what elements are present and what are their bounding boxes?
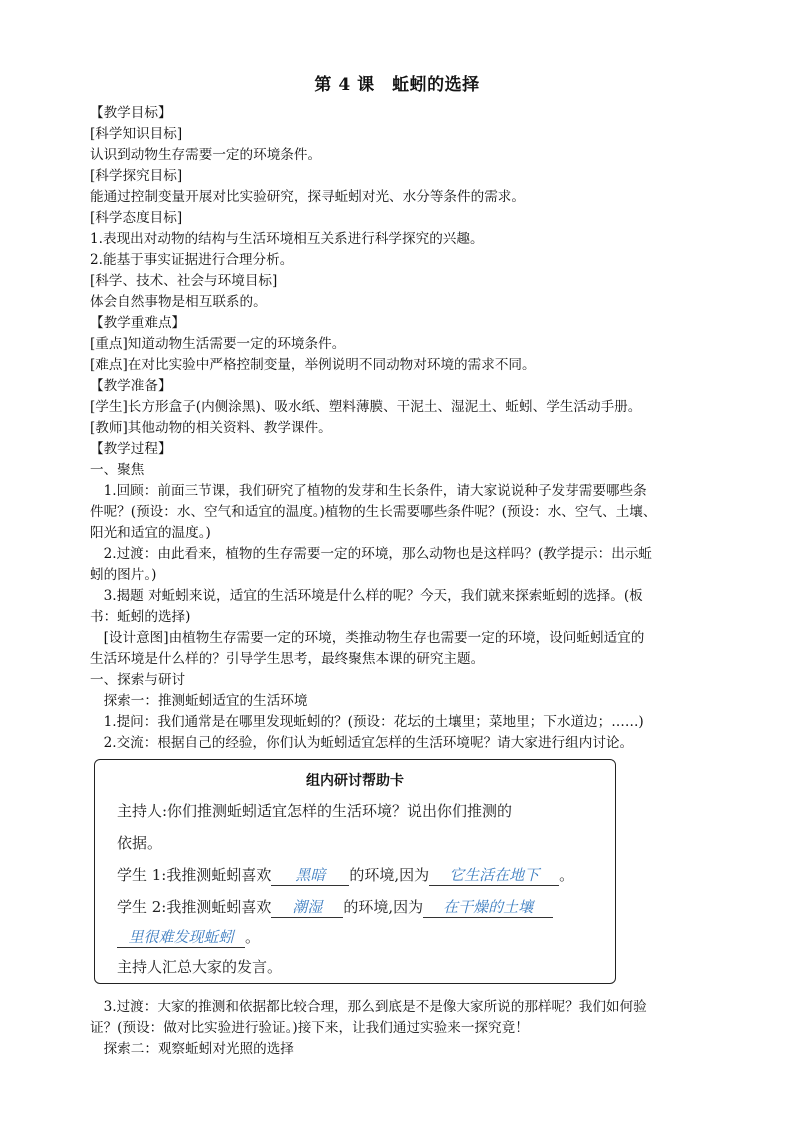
text-line: 2.交流：根据自己的经验，你们认为蚯蚓适宜怎样的生活环境呢？请大家进行组内讨论。 [90, 735, 634, 751]
text-line: 3.揭题 对蚯蚓来说，适宜的生活环境是什么样的呢？今天，我们就来探索蚯蚓的选择。(板 [90, 588, 643, 604]
card-text: 的环境,因为 [349, 866, 430, 884]
text-line: [科学知识目标] [90, 126, 183, 142]
text-line: 2.能基于事实证据进行合理分析。 [90, 252, 294, 268]
section-heading-process: 【教学过程】 [90, 441, 172, 457]
card-text: 。 [245, 928, 261, 946]
section-heading-key-points: 【教学重难点】 [90, 315, 186, 331]
answer-blank: 里很难发现蚯蚓 [117, 926, 245, 948]
text-line: 1.提问：我们通常是在哪里发现蚯蚓的？(预设：花坛的土壤里；菜地里；下水道边；……) [90, 714, 644, 730]
text-line: 认识到动物生存需要一定的环境条件。 [90, 147, 322, 163]
lesson-title: 第 4 课 蚯蚓的选择 [314, 75, 480, 95]
card-title: 组内研讨帮助卡 [306, 773, 404, 789]
answer-blank: 它生活在地下 [429, 864, 559, 886]
text-line: 探索二：观察蚯蚓对光照的选择 [90, 1041, 294, 1057]
card-student2-line-cont [117, 926, 260, 948]
card-text: 学生 2:我推测蚯蚓喜欢 [117, 898, 272, 916]
text-line: 能通过控制变量开展对比实验研究，探寻蚯蚓对光、水分等条件的需求。 [90, 189, 525, 205]
answer-blank: 在干燥的土壤 [423, 896, 553, 918]
text-line: 1.表现出对动物的结构与生活环境相互关系进行科学探究的兴趣。 [90, 231, 484, 247]
card-text: 。 [559, 866, 575, 884]
text-line: [难点]在对比实验中严格控制变量，举例说明不同动物对环境的需求不同。 [90, 357, 536, 373]
text-line: 一、探索与研讨 [90, 672, 186, 688]
text-line: 书：蚯蚓的选择) [90, 609, 191, 625]
card-host-line: 依据。 [117, 834, 163, 852]
card-host-line: 主持人:你们推测蚯蚓适宜怎样的生活环境？说出你们推测的 [117, 802, 513, 820]
section-heading-preparation: 【教学准备】 [90, 378, 172, 394]
card-text: 的环境,因为 [343, 898, 424, 916]
text-line: [教师]其他动物的相关资料、教学课件。 [90, 420, 332, 436]
text-line: [科学态度目标] [90, 210, 183, 226]
text-line: 证？(预设：做对比实验进行验证。)接下来，让我们通过实验来一探究竟！ [90, 1020, 529, 1036]
text-line: 2.过渡：由此看来，植物的生存需要一定的环境，那么动物也是这样吗？(教学提示：出示蚯 [90, 546, 653, 562]
section-heading-objectives: 【教学目标】 [90, 105, 172, 121]
text-line: 体会自然事物是相互联系的。 [90, 294, 267, 310]
text-line: 3.过渡：大家的推测和依据都比较合理，那么到底是不是像大家所说的那样呢？我们如何验 [90, 999, 647, 1015]
text-line: 阳光和适宜的温度。) [90, 525, 211, 541]
text-line: [重点]知道动物生活需要一定的环境条件。 [90, 336, 346, 352]
card-text: 学生 1:我推测蚯蚓喜欢 [117, 866, 272, 884]
text-line: 一、聚焦 [90, 462, 145, 478]
card-summary-line: 主持人汇总大家的发言。 [117, 958, 283, 976]
text-line: 1.回顾：前面三节课，我们研究了植物的发芽和生长条件，请大家说说种子发芽需要哪些条 [90, 483, 647, 499]
card-student1-line [117, 864, 574, 886]
discussion-help-card [94, 759, 616, 984]
text-line: [学生]长方形盒子(内侧涂黑)、吸水纸、塑料薄膜、干泥土、湿泥土、蚯蚓、学生活动手册。 [90, 399, 642, 415]
text-line: [科学探究目标] [90, 168, 183, 184]
text-line: 件呢？(预设：水、空气和适宜的温度。)植物的生长需要哪些条件呢？(预设：水、空气、土壤、 [90, 504, 657, 520]
text-line: [科学、技术、社会与环境目标] [90, 273, 278, 289]
answer-blank: 黑暗 [271, 864, 349, 886]
text-line: 生活环境是什么样的？引导学生思考，最终聚焦本课的研究主题。 [90, 651, 485, 667]
card-student2-line [117, 896, 553, 918]
text-line: [设计意图]由植物生存需要一定的环境，类推动物生存也需要一定的环境，设问蚯蚓适宜的 [90, 630, 645, 646]
text-line: 蚓的图片。) [90, 567, 157, 583]
answer-blank: 潮湿 [271, 896, 343, 918]
text-line: 探索一：推测蚯蚓适宜的生活环境 [90, 693, 308, 709]
